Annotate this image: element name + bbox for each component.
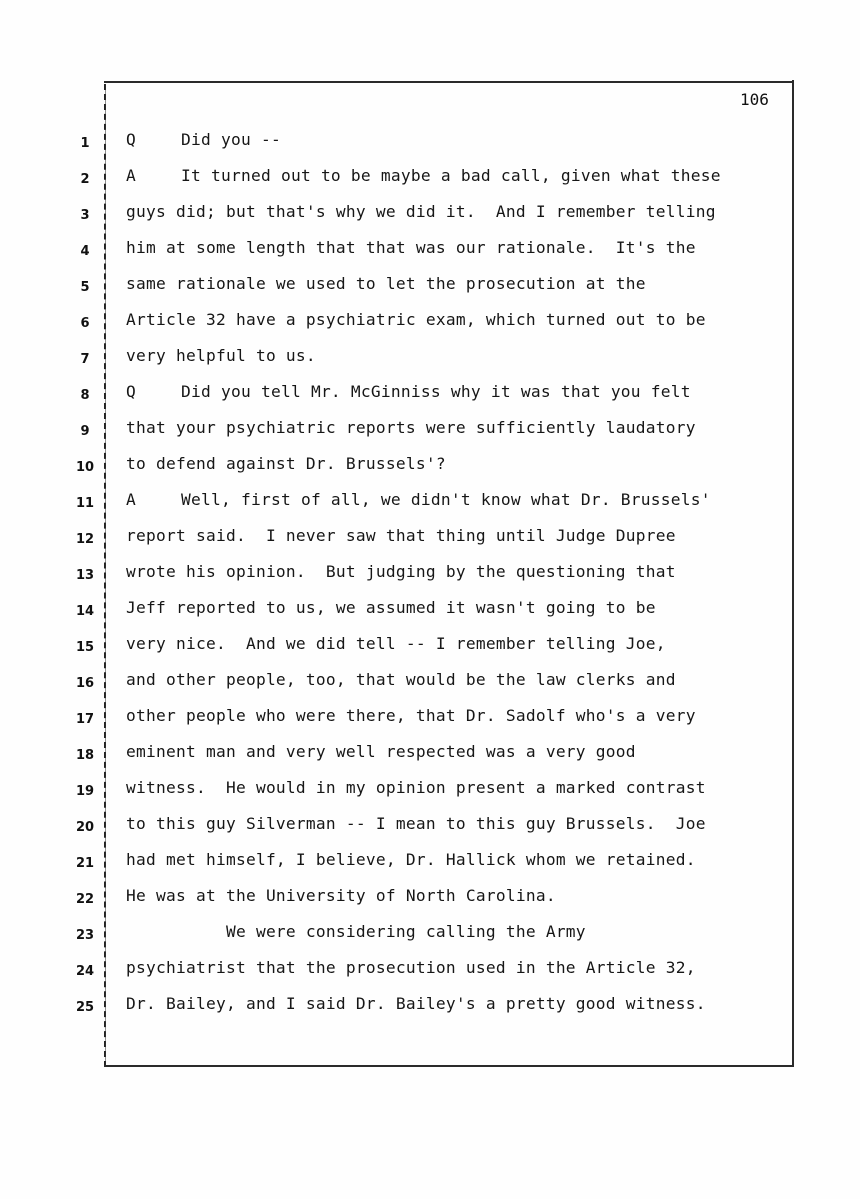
page-number: 106: [740, 90, 769, 109]
line-number: 3: [80, 208, 90, 223]
line-number: 7: [80, 352, 90, 367]
line-text: witness. He would in my opinion present a marked contrast: [126, 778, 706, 797]
line-number: 24: [75, 964, 95, 979]
line-number: 23: [75, 928, 95, 943]
line-number: 17: [75, 712, 95, 727]
line-text: Article 32 have a psychiatric exam, which turned out to be: [126, 310, 706, 329]
line-text: that your psychiatric reports were sufficiently laudatory: [126, 418, 696, 437]
line-number: 9: [80, 424, 90, 439]
line-text: Well, first of all, we didn't know what Dr. Brussels': [181, 490, 711, 509]
line-text: Dr. Bailey, and I said Dr. Bailey's a pretty good witness.: [126, 994, 706, 1013]
line-text: psychiatrist that the prosecution used in the Article 32,: [126, 958, 696, 977]
line-text: We were considering calling the Army: [126, 922, 586, 941]
line-text: He was at the University of North Carolina.: [126, 886, 556, 905]
transcript-line: [126, 994, 706, 1013]
line-number: 21: [75, 856, 95, 871]
speaker-label: Q: [126, 382, 136, 401]
line-text: had met himself, I believe, Dr. Hallick whom we retained.: [126, 850, 696, 869]
transcript-line: [126, 886, 556, 905]
line-text: very nice. And we did tell -- I remember telling Joe,: [126, 634, 666, 653]
transcript-line: [126, 706, 696, 725]
transcript-line: [126, 958, 696, 977]
speaker-label: A: [126, 490, 136, 509]
line-number: 25: [75, 1000, 95, 1015]
transcript-line: [126, 166, 721, 185]
line-text: eminent man and very well respected was a very good: [126, 742, 636, 761]
line-text: It turned out to be maybe a bad call, given what these: [181, 166, 721, 185]
page-border-left-rule: [105, 84, 106, 1067]
line-number: 14: [75, 604, 95, 619]
transcript-line: [126, 490, 711, 509]
line-number: 4: [80, 244, 90, 259]
line-number: 16: [75, 676, 95, 691]
line-number: 1: [80, 136, 90, 151]
line-text: him at some length that that was our rationale. It's the: [126, 238, 696, 257]
speaker-label: A: [126, 166, 136, 185]
transcript-line: [126, 274, 646, 293]
line-number: 20: [75, 820, 95, 835]
line-text: to defend against Dr. Brussels'?: [126, 454, 446, 473]
transcript-line: [126, 310, 706, 329]
line-number: 10: [75, 460, 95, 475]
transcript-line: [126, 598, 656, 617]
transcript-line: [126, 202, 716, 221]
line-number: 6: [80, 316, 90, 331]
transcript-line: [126, 850, 696, 869]
line-number: 18: [75, 748, 95, 763]
transcript-line: [126, 526, 676, 545]
line-number: 2: [80, 172, 90, 187]
line-number: 8: [80, 388, 90, 403]
line-text: Did you tell Mr. McGinniss why it was that you felt: [181, 382, 691, 401]
line-number: 12: [75, 532, 95, 547]
transcript-line: [126, 346, 316, 365]
line-text: report said. I never saw that thing until Judge Dupree: [126, 526, 676, 545]
line-text: to this guy Silverman -- I mean to this guy Brussels. Joe: [126, 814, 706, 833]
line-number: 19: [75, 784, 95, 799]
line-number: 13: [75, 568, 95, 583]
page-border-bottom: [104, 1065, 794, 1067]
line-text: very helpful to us.: [126, 346, 316, 365]
line-text: other people who were there, that Dr. Sadolf who's a very: [126, 706, 696, 725]
speaker-label: Q: [126, 130, 136, 149]
page-border-top: [104, 81, 794, 83]
line-text: Did you --: [181, 130, 281, 149]
transcript-line: [126, 130, 281, 149]
line-text: wrote his opinion. But judging by the questioning that: [126, 562, 676, 581]
line-text: and other people, too, that would be the law clerks and: [126, 670, 676, 689]
transcript-line: [126, 922, 586, 941]
line-number: 15: [75, 640, 95, 655]
line-number: 22: [75, 892, 95, 907]
line-text: same rationale we used to let the prosecution at the: [126, 274, 646, 293]
transcript-line: [126, 562, 676, 581]
transcript-line: [126, 238, 696, 257]
transcript-line: [126, 454, 446, 473]
transcript-line: [126, 670, 676, 689]
line-number: 11: [75, 496, 95, 511]
line-text: Jeff reported to us, we assumed it wasn't going to be: [126, 598, 656, 617]
transcript-line: [126, 382, 691, 401]
line-text: guys did; but that's why we did it. And I remember telling: [126, 202, 716, 221]
transcript-line: [126, 742, 636, 761]
line-number: 5: [80, 280, 90, 295]
page-border-right: [792, 80, 794, 1065]
transcript-line: [126, 814, 706, 833]
transcript-line: [126, 778, 706, 797]
transcript-line: [126, 418, 696, 437]
transcript-line: [126, 634, 666, 653]
